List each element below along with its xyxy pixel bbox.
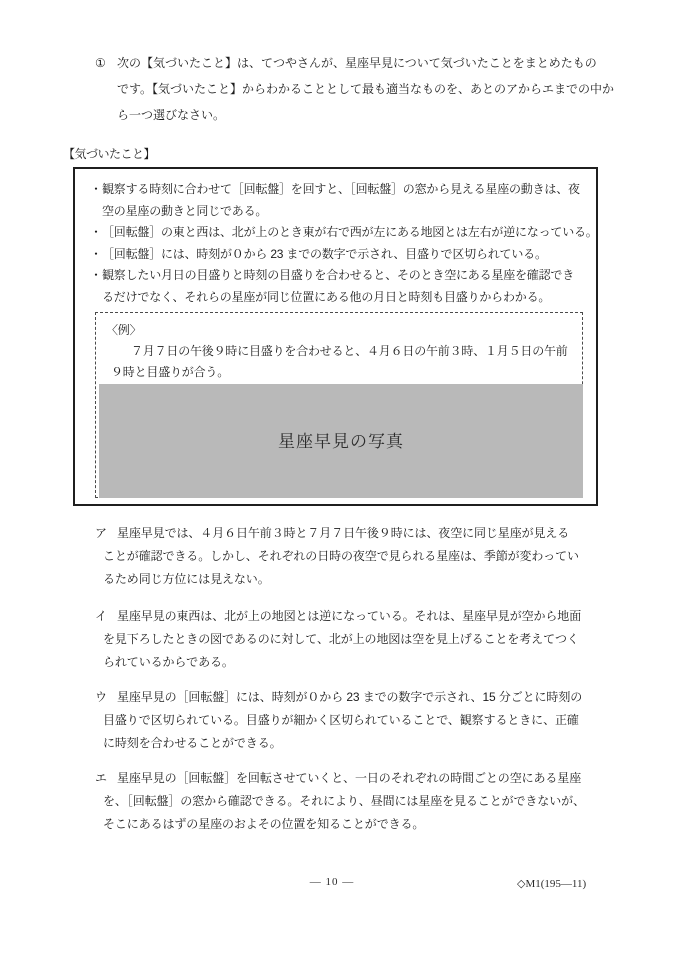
- choice-line: 星座早見の東西は、北が上の地図とは逆になっている。それは、星座早見が空から地面: [117, 609, 582, 623]
- choice-line: るため同じ方位には見えない。: [103, 572, 270, 586]
- choice-i: [95, 605, 581, 674]
- note-line: 空の星座の動きと同じである。: [102, 203, 268, 218]
- question-number: ①: [95, 56, 106, 70]
- planisphere-photo-placeholder: [99, 384, 583, 498]
- choice-label: ア: [95, 526, 107, 540]
- note-bullet: [75, 179, 596, 222]
- note-line: ［回転盤］の東と西は、北が上のとき東が右で西が左にある地図とは左右が逆になっている。: [102, 225, 598, 240]
- choice-line: 星座早見の［回転盤］には、時刻が０から 23 までの数字で示され、15 分ごとに時刻の: [117, 690, 583, 704]
- page-number: — 10 —: [309, 876, 355, 888]
- choice-line: られているからである。: [103, 655, 234, 669]
- choice-label: イ: [95, 609, 107, 623]
- notes-bullet-list: [75, 169, 596, 309]
- choice-u: [95, 686, 582, 755]
- note-bullet: [75, 244, 596, 266]
- example-line: ９時と目盛りが合う。: [111, 365, 230, 379]
- note-bullet: [75, 222, 596, 244]
- question-line: ら一つ選びなさい。: [117, 108, 226, 122]
- choice-line: ことが確認できる。しかし、それぞれの日時の夜空で見られる星座は、季節が変わってい: [103, 549, 579, 563]
- choice-a: [95, 522, 579, 591]
- notes-heading: 【気づいたこと】: [63, 147, 156, 161]
- doc-code: ◇M1(195—11): [517, 878, 587, 890]
- note-line: ［回転盤］には、時刻が０から 23 までの数字で示され、目盛りで区切られている。: [102, 246, 547, 261]
- bullet-marker: ・: [90, 246, 102, 261]
- bullet-marker: ・: [90, 182, 102, 196]
- note-line: 観察したい月日の目盛りと時刻の目盛りを合わせると、そのとき空にある星座を確認でき: [102, 268, 575, 283]
- example-label: 〈例〉: [106, 323, 142, 337]
- choice-e: [95, 767, 585, 836]
- notes-box: [73, 167, 598, 506]
- choice-label: ウ: [95, 690, 107, 704]
- choice-line: 星座早見では、４月６日午前３時と７月７日午後９時には、夜空に同じ星座が見える: [117, 526, 570, 540]
- choice-line: そこにあるはずの星座のおよその位置を知ることができる。: [103, 817, 425, 831]
- note-bullet: [75, 265, 596, 308]
- bullet-marker: ・: [90, 268, 102, 283]
- note-line: 観察する時刻に合わせて［回転盤］を回すと、［回転盤］の窓から見える星座の動きは、夜: [102, 182, 580, 196]
- choice-line: に時刻を合わせることができる。: [103, 736, 282, 750]
- choice-line: 目盛りで区切られている。目盛りが細かく区切られていることで、観察するときに、正確: [103, 713, 579, 727]
- example-box: [95, 312, 583, 498]
- example-line: ７月７日の午後９時に目盛りを合わせると、４月６日の午前３時、１月５日の午前: [131, 344, 568, 358]
- note-line: るだけでなく、それらの星座が同じ位置にある他の月日と時刻も目盛りからわかる。: [102, 289, 551, 304]
- choice-line: を、［回転盤］の窓から確認できる。それにより、昼間には星座を見ることができないが、: [103, 794, 585, 808]
- bullet-marker: ・: [90, 225, 102, 240]
- question-line: です。【気づいたこと】からわかることとして最も適当なものを、あとのアからエまでの中か: [117, 82, 615, 96]
- question-line: 次の【気づいたこと】は、てつやさんが、星座早見について気づいたことをまとめたもの: [117, 56, 597, 70]
- choice-line: を見下ろしたときの図であるのに対して、北が上の地図は空を見上げることを考えてつく: [103, 632, 579, 646]
- choice-line: 星座早見の［回転盤］を回転させていくと、一日のそれぞれの時間ごとの空にある星座: [117, 771, 582, 785]
- choice-label: エ: [95, 771, 107, 785]
- question-statement: [95, 50, 614, 128]
- photo-caption: 星座早見の写真: [278, 431, 404, 451]
